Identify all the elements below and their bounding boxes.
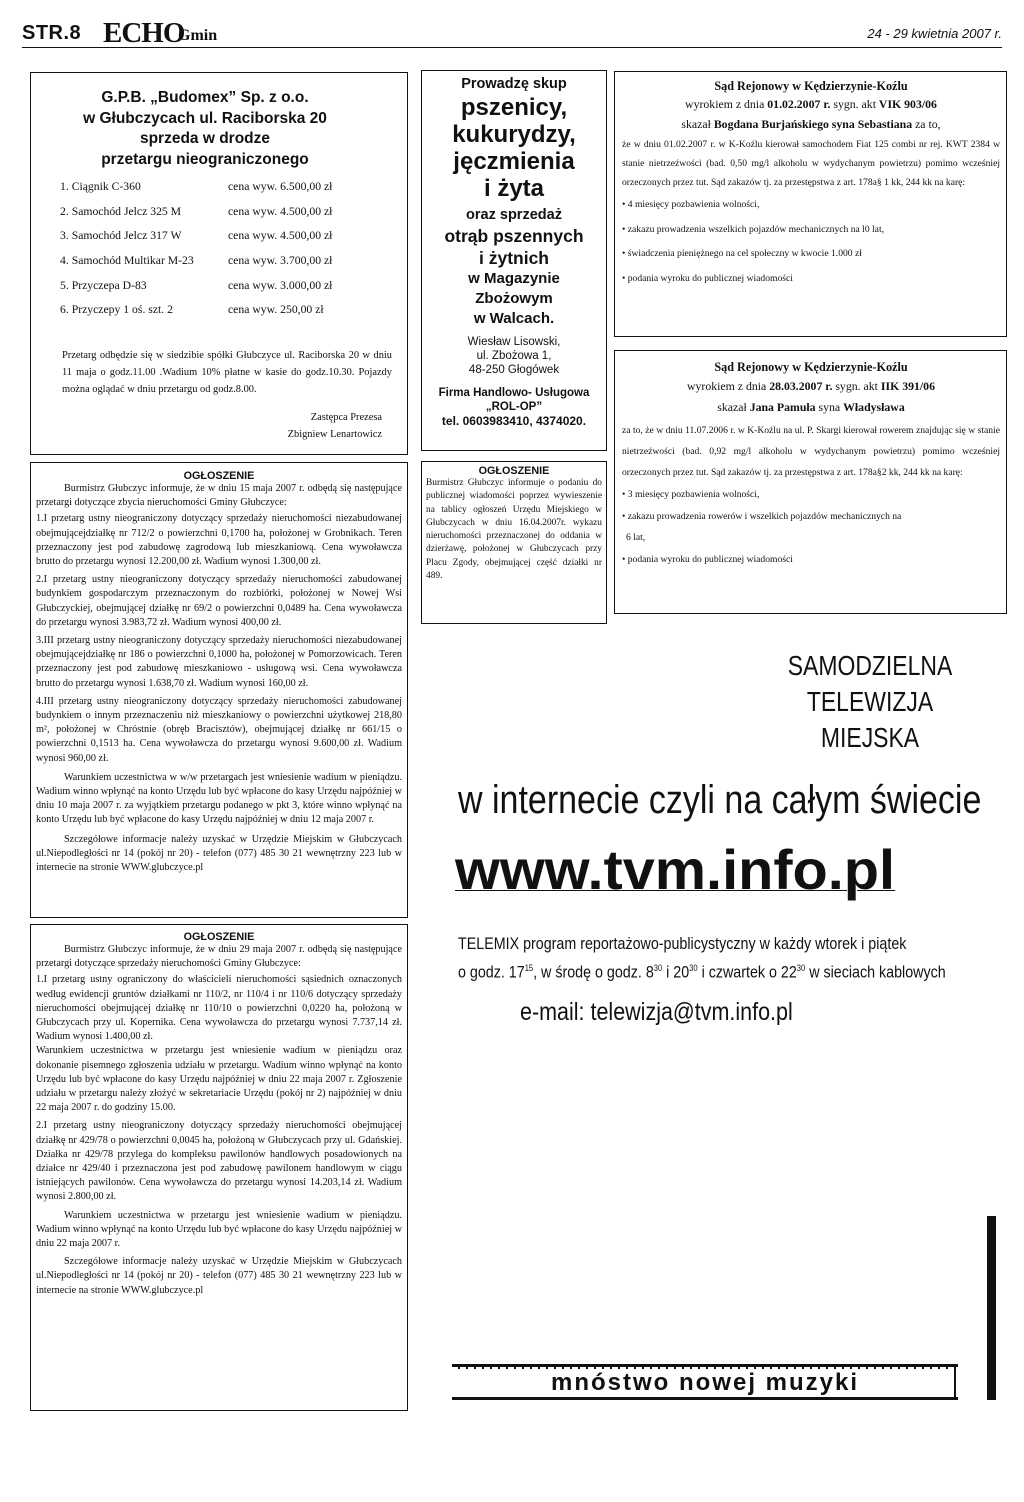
verdict-text: za to, (912, 117, 941, 131)
time-minutes: 30 (796, 963, 806, 973)
grain-line: w Walcach. (473, 310, 555, 327)
penalty-item: • 3 miesięcy pozbawienia wolności, (622, 489, 760, 500)
time-minutes: 30 (653, 963, 663, 973)
time-minutes: 15 (524, 963, 534, 973)
announcement-2-content (36, 931, 402, 1298)
header-rule (22, 47, 1002, 48)
tvm-name-line: TELEWIZJA (806, 686, 934, 717)
brand-sub: Gmin (178, 27, 218, 44)
case-number: IIK 391/06 (880, 379, 935, 393)
verdict-line (622, 376, 1000, 396)
tvm-program-line (458, 956, 946, 985)
tvm-program-text: i czwartek o 22 (697, 962, 797, 982)
verdict-line (622, 396, 1000, 418)
announcement-body: Burmistrz Głubczyc informuje o podaniu do publicznej wiadomości poprzez wywieszenie na tablicy ogłoszeń Urzędu Miejskiego w Głubczycach w dniu 16.04.2007r. wykazu nieruchomości przeznaczonej do oddania w dzierżawę, położonej w Głubczycach przy Placu Zgody, obejmującej część działki nr 489. (426, 478, 602, 582)
announcement-3-content (426, 465, 602, 583)
announcement-paragraph: Warunkiem uczestnictwa w przetargu jest wniesienie wadium w pieniądzu. Wadium winno wpłynąć na konto Urzędu lub być wpłacone do kasy Urzędu najpóźniej w dniu 22 maja 2007 r. (36, 1209, 402, 1250)
phone: tel. 0603983410, 4374020. (441, 414, 587, 428)
verdict-text: skazał (717, 400, 750, 414)
announcement-body (36, 482, 402, 875)
court-notice-1-content (622, 77, 1000, 291)
verdict-text: skazał (681, 117, 714, 131)
issue-date: 24 - 29 kwietnia 2007 r. (867, 26, 1002, 41)
court-title: Sąd Rejonowy w Kędzierzynie-Koźlu (714, 79, 908, 93)
penalty-item: • 4 miesięcy pozbawienia wolności, (622, 199, 760, 210)
announcement-paragraph: 2.I przetarg ustny nieograniczony dotyczący sprzedaży nieruchomości zabudowanej budynkiem gospodarczym przeznaczonym do rozbiórki, położonej w Nowej Wsi Głubczyckiej, obejmującej działkę nr 69/2 o powierzchni 0,0489 ha. Cena wywoławcza do przetargu wynosi 3.983,72 zł. Wadium wynosi 400,00 zł. (36, 574, 402, 628)
item-price: cena wyw. 3.000,00 zł (228, 278, 333, 292)
budomex-title-line: G.P.B. „Budomex” Sp. z o.o. (101, 89, 309, 106)
music-banner-text: mnóstwo nowej muzyki (456, 1369, 954, 1397)
verdict-body: że w dniu 01.02.2007 r. w K-Koźlu kierował samochodem Fiat 125 combi nr rej. KWT 2384 w stanie nietrzeźwości (bad. 0,50 mg/l alkoholu w wydychanym powietrzu) pomimo wcześniej orzeczonych przez tut. Sąd zakazów tj. za przestępstwa z art. 178a§ 1 kk, 244 kk na karę: (622, 139, 1000, 188)
announcement-paragraph: Szczegółowe informacje należy uzyskać w Urzędzie Miejskim w Głubczycach ul.Niepodległości nr 14 (pokój nr 20) - telefon (077) 485 30 21 wewnętrzny 223 lub w internecie na stronie WWW.glubczyce.pl (36, 833, 402, 874)
grain-line: kukurydzy, (452, 121, 576, 148)
tvm-program-text: w sieciach kablowych (805, 962, 946, 982)
penalty-item: • zakazu prowadzenia rowerów i wszelkich pojazdów mechanicznych na (622, 510, 902, 522)
announcement-heading: OGŁOSZENIE (478, 465, 550, 477)
list-item (60, 279, 390, 304)
announcement-1-content (36, 470, 402, 875)
item-name: 6. Przyczepy 1 oś. szt. 2 (60, 303, 173, 317)
item-price: cena wyw. 4.500,00 zł (228, 229, 333, 243)
budomex-terms: Przetarg odbędzie się w siedzibie spółki Głubczyce ul. Raciborska 20 w dniu 11 maja o godz.11.00 .Wadium 10% płatne w kasie do godz.10.30. Pojazdy można oglądać w dniu przetargu od godz.8.00. (62, 350, 392, 395)
item-name: 3. Samochód Jelcz 317 W (60, 229, 182, 243)
list-item (60, 205, 390, 230)
verdict-line (622, 113, 1000, 135)
address-line: Wiesław Lisowski, (467, 336, 561, 348)
penalty-item: • świadczenia pieniężnego na cel społeczny w kwocie 1.000 zł (622, 248, 862, 259)
budomex-signature (62, 409, 382, 443)
announcement-paragraph: Warunkiem uczestnictwa w w/w przetargach jest wniesienie wadium w pieniądzu. Wadium winno wpłynąć na konto Urzędu lub być wpłacone do kasy Urzędu najpóźniej w dniu 10 maja 2007 r. za wyjątkiem przetargu podanego w pkt 3, które winno wpłynąć na konto Urzędu lub być wpłacone do kasy Urzędu najpóźniej w dniu 12 maja 2007 r. (36, 771, 402, 826)
announcement-paragraph: 2.I przetarg ustny nieograniczony dotyczący sprzedaży nieruchomości obejmującej działkę nr 429/78 o powierzchni 0,0045 ha, położoną w Głubczycach przy ul. Gdańskiej. Działka nr 429/78 przylega do kompleksu pawilonów handlowych posadowionych na działce nr 429/40 i przeznaczona jest pod zabudowę pawilonem handlowym w ciągu istniejących pawilonów. Cena wywoławcza do przetargu wynosi 14.203,14 zł. Wadium wynosi 2.800,00 zł. (36, 1120, 402, 1203)
grain-line: Zbożowym (475, 290, 553, 307)
signature-name: Zbigniew Lenartowicz (287, 429, 382, 440)
verdict-text: syna (815, 400, 844, 414)
company-name: Firma Handlowo- Usługowa (438, 387, 590, 399)
address-line: ul. Zbożowa 1, (476, 350, 552, 362)
list-item (60, 254, 390, 279)
item-name: 4. Samochód Multikar M-23 (60, 254, 194, 268)
grain-ad-content (423, 74, 605, 429)
tvm-name (747, 648, 993, 756)
list-item (60, 303, 390, 328)
decorative-bar (987, 1216, 996, 1400)
grain-line: i żyta (483, 175, 545, 202)
tvm-program-text: i 20 (662, 962, 690, 982)
announcement-paragraph: 1.I przetarg ustny nieograniczony dotyczący sprzedaży nieruchomości niezabudowanej obejmującejdziałkę nr 712/2 o powierzchni 0,1700 ha, położonej w Grobnikach. Teren przeznaczony jest pod zabudowę zagrodową lub mieszkaniową. Cena wywoławcza brutto do przetargu wynosi 12.200,00 zł. Wadium wynosi 1.300,00 zł. (36, 513, 402, 568)
budomex-title-line: przetargu nieograniczonego (101, 150, 309, 168)
penalty-list (622, 484, 1000, 570)
penalty-item: • zakazu prowadzenia wszelkich pojazdów mechanicznych na l0 lat, (622, 223, 885, 235)
tvm-program-text: TELEMIX program reportażowo-publicystyczny w każdy wtorek i piątek (458, 934, 907, 953)
verdict-text: sygn. akt (832, 379, 881, 393)
verdict-text: sygn. akt (830, 97, 879, 111)
budomex-title-line: w Głubczycach ul. Raciborska 20 (83, 109, 327, 127)
grain-line: Prowadzę skup (461, 76, 567, 92)
time-minutes: 30 (689, 963, 698, 973)
announcement-heading: OGŁOSZENIE (183, 931, 255, 943)
tvm-name-line: SAMODZIELNA (787, 650, 953, 681)
announcement-paragraph: Szczegółowe informacje należy uzyskać w Urzędzie Miejskim w Głubczycach ul.Niepodległości nr 14 (pokój nr 20) - telefon (077) 485 30 21 wewnętrzny 223 lub w internecie na stronie WWW.glubczyce.pl (36, 1256, 402, 1296)
music-banner (452, 1364, 958, 1400)
verdict-date: 01.02.2007 r. (767, 97, 831, 111)
budomex-title (40, 88, 370, 170)
budomex-items (60, 180, 390, 328)
announcement-paragraph: 1.I przetarg ustny ograniczony do właścicieli nieruchomości sąsiednich oznaczonych według ewidencji gruntów działkami nr 110/2, nr 110/4 i nr 110/6 dotyczący sprzedaży nieruchomości obejmującej działkę nr 110/10 o powierzchni 0,0220 ha, położoną w Głubczycach przy ul. Kopernika. Cena wywoławcza do przetargu wynosi 7.737,14 zł. Wadium wynosi 1.400,00 zł. (36, 974, 402, 1043)
convict-name: Bogdana Burjańskiego syna Sebastiana (713, 117, 913, 131)
company-name: „ROL-OP” (485, 401, 543, 413)
item-price: cena wyw. 4.500,00 zł (228, 204, 333, 218)
announcement-paragraph: 3.III przetarg ustny nieograniczony dotyczący sprzedaży nieruchomości niezabudowanej obejmującejdziałkę nr 186 o powierzchni 0,1000 ha, położonej w Pomorzowicach. Teren przeznaczony jest pod zabudowę mieszkaniowo - usługową wsi. Cena wywoławcza brutto do przetargu wynosi 1.638,70 zł. Wadium wynosi 160,00 zł. (36, 635, 402, 689)
grain-line: w Magazynie (468, 270, 560, 287)
list-item (60, 229, 390, 254)
item-name: 5. Przyczepa D-83 (60, 278, 147, 292)
item-price: cena wyw. 6.500,00 zł (228, 180, 333, 193)
grain-line: otrąb pszennych (444, 226, 584, 246)
verdict-text: wyrokiem z dnia (687, 379, 770, 393)
page-number: STR.8 (22, 22, 82, 44)
penalty-item: 6 lat, (626, 532, 646, 543)
tvm-program (458, 932, 946, 985)
item-name: 1. Ciągnik C-360 (60, 180, 141, 193)
verdict-line (622, 95, 1000, 113)
court-notice-2-content (622, 358, 1000, 570)
grain-line: pszenicy, (460, 94, 568, 121)
grain-line: jęczmienia (453, 148, 575, 175)
tvm-url[interactable]: www.tvm.info.pl (455, 838, 896, 901)
tvm-program-line (458, 932, 928, 956)
tvm-tagline: w internecie czyli na całym świecie (458, 778, 982, 822)
brand-logo: ECHO (103, 17, 185, 49)
announcement-body (36, 943, 402, 1298)
grain-line: i żytnich (478, 248, 549, 268)
list-item (60, 180, 390, 205)
address-line: 48-250 Głogówek (468, 364, 560, 376)
signature-title: Zastępca Prezesa (310, 412, 382, 423)
penalty-item: • podania wyroku do publicznej wiadomości (622, 553, 793, 565)
convict-father: Władysława (843, 400, 905, 414)
verdict-text: wyrokiem z dnia (685, 97, 768, 111)
court-title: Sąd Rejonowy w Kędzierzynie-Koźlu (714, 360, 908, 374)
budomex-title-line: sprzeda w drodze (139, 130, 271, 147)
tvm-email[interactable]: e-mail: telewizja@tvm.info.pl (520, 998, 793, 1026)
grain-line: oraz sprzedaż (466, 207, 562, 223)
announcement-paragraph: Warunkiem uczestnictwa w przetargu jest wniesienie wadium w pieniądzu oraz dokonanie pisemnego zgłoszenia udziału w przetargu. Wadium winno wpłynąć na konto Urzędu lub być wpłacone do kasy Urzędu najpóźniej w dniu 22 maja 2007 r. Zgłoszenie udziału w przetargu należy złożyć w sekretariacie Urzędu (pokój nr 2) najpóźniej w dniu 22 maja 2007 r. do godziny 15.00. (36, 1045, 402, 1114)
verdict-date: 28.03.2007 r. (769, 379, 833, 393)
item-price: cena wyw. 250,00 zł (228, 303, 324, 317)
item-name: 2. Samochód Jelcz 325 M (60, 204, 182, 218)
announcement-paragraph: 4.III przetarg ustny nieograniczony dotyczący sprzedaży nieruchomości zabudowanej budynkiem o innym przeznaczeniu niż mieszkaniowy o powierzchni użytkowej 218,80 m², położonej w Chróstnie (obręb Bracisztów), obejmującej działkę nr 661/15 o powierzchni 0,1513 ha. Cena wywoławcza do przetargu wynosi 9.600,00 zł. Wadium wynosi 960,00 zł. (36, 695, 402, 764)
item-price: cena wyw. 3.700,00 zł (228, 254, 333, 268)
tvm-name-line: MIEJSKA (820, 722, 920, 753)
announcement-heading: OGŁOSZENIE (183, 470, 255, 482)
penalty-list (622, 193, 1000, 291)
announcement-intro: Burmistrz Głubczyc informuje, że w dniu 15 maja 2007 r. odbędą się następujące przetargi dotyczące zbycia nieruchomości Gminy Głubczyce: (36, 483, 402, 509)
penalty-item: • podania wyroku do publicznej wiadomości (622, 272, 793, 284)
tvm-program-text: o godz. 17 (458, 962, 525, 982)
tvm-program-text: , w środę o godz. 8 (533, 962, 654, 982)
verdict-body: za to, że w dniu 11.07.2006 r. w K-Koźlu na ul. P. Skargi kierował rowerem znajdując się w stanie nietrzeźwości (bad. 0,92 mg/l alkoholu w wydychanym powietrzu) pomimo wcześniej orzeczonych przez tut. Sąd zakazów tj. za przestępstwa z art. 178a§2 kk, 244 kk na karę: (622, 425, 1000, 478)
announcement-intro: Burmistrz Głubczyc informuje, że w dniu 29 maja 2007 r. odbędą się następujące przetargi dotyczące sprzedaży nieruchomości Gminy Głubczyce: (36, 944, 402, 970)
convict-name: Jana Pamuła (749, 400, 816, 414)
case-number: VIK 903/06 (878, 97, 937, 111)
